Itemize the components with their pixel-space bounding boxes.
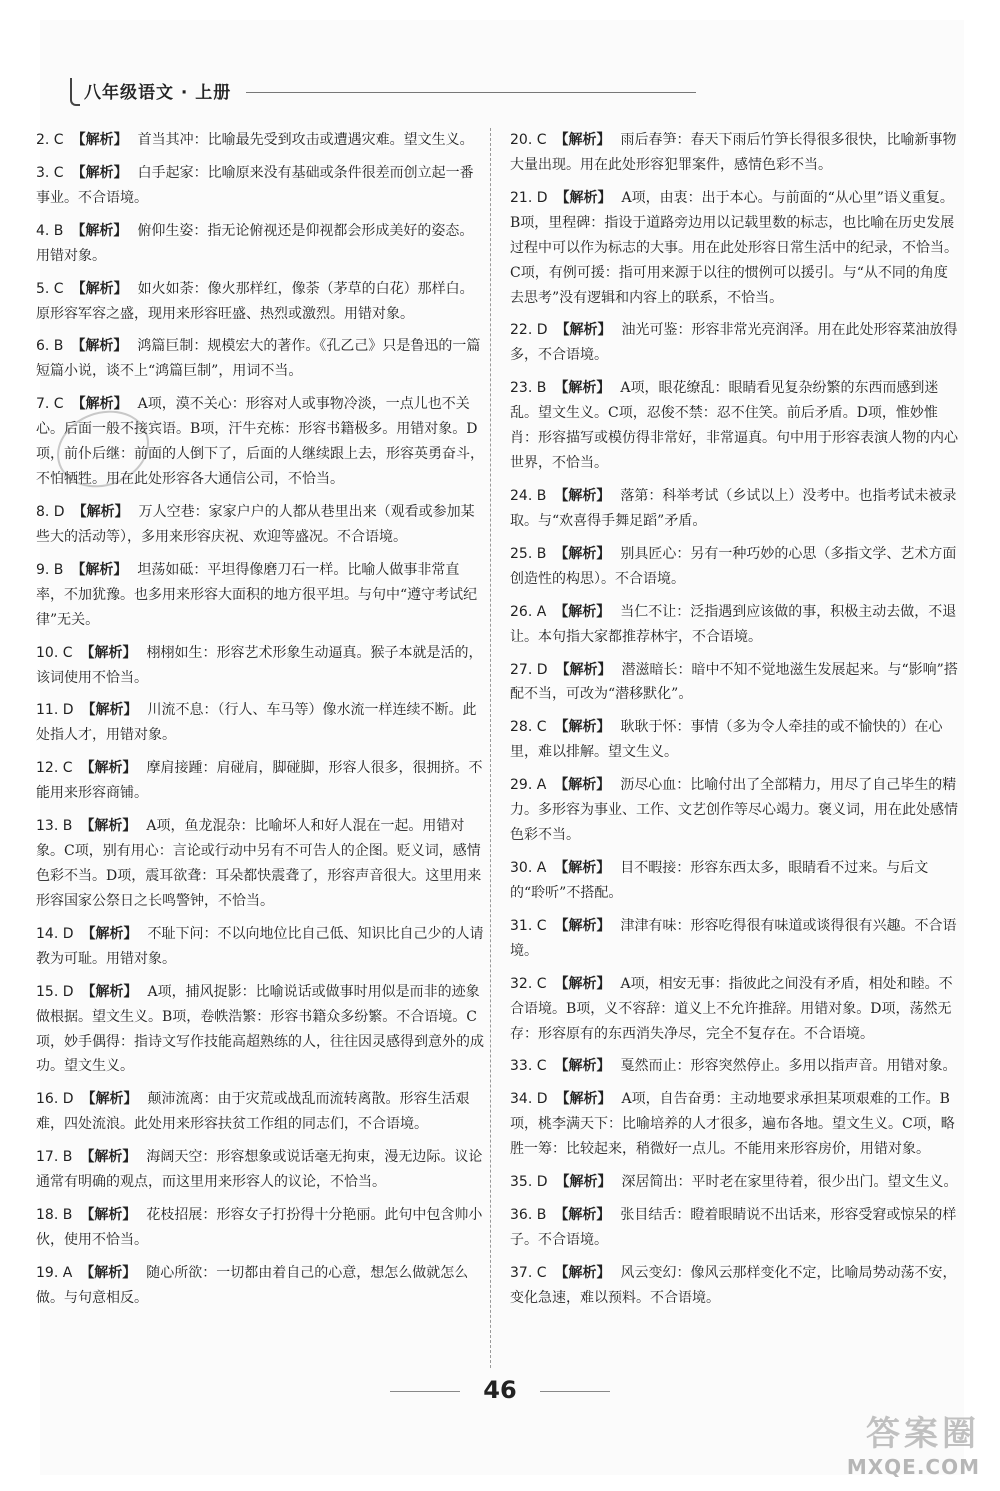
- analysis-tag: 【解析】: [80, 644, 137, 661]
- page-header: [70, 78, 630, 104]
- answer-text: 随心所欲：一切都由着自己的心意，想怎么做就怎么做。与句意相反。: [36, 1264, 469, 1306]
- answer-number: 35. D: [510, 1174, 548, 1191]
- analysis-tag: 【解析】: [555, 189, 612, 206]
- answer-text: 万人空巷：家家户户的人都从巷里出来（观看或参加某些大的活动等），多用来形容庆祝、欢迎等盛况。不合语境。: [36, 503, 475, 545]
- answer-item: [36, 277, 486, 327]
- answer-item: [36, 500, 486, 550]
- answer-item: [510, 972, 960, 1047]
- answer-item: [510, 914, 960, 964]
- answer-item: [36, 922, 486, 972]
- analysis-tag: 【解析】: [555, 1091, 612, 1108]
- answer-text: A项，由衷：出于本心。与前面的“从心里”语义重复。B项，里程碑：指设于道路旁边用以记载里数的标志，也比喻在历史发展过程中可以作为标志的大事。用在此处形容日常生活中的纪录，不恰当。C项，有例可援：指可用来源于以往的惯例可以援引。与“从不同的角度去思考”没有逻辑和内容上的联系，不恰当。: [510, 189, 958, 306]
- analysis-tag: 【解析】: [554, 603, 611, 620]
- answer-text: 坦荡如砥：平坦得像磨刀石一样。比喻人做事非常直率，不加犹豫。也多用来形容大面积的地方很平坦。与句中“遵守考试纪律”无关。: [36, 561, 478, 628]
- analysis-tag: 【解析】: [81, 702, 138, 719]
- analysis-tag: 【解析】: [71, 338, 128, 355]
- analysis-tag: 【解析】: [72, 503, 129, 520]
- answer-text: 沥尽心血：比喻付出了全部精力，用尽了自己毕生的精力。多形容为事业、工作、文艺创作等尽心竭力。褒义词，用在此处感情色彩不当。: [510, 777, 958, 844]
- answer-number: 29. A: [510, 777, 547, 794]
- answer-number: 22. D: [510, 322, 548, 339]
- answer-column-right: [510, 128, 960, 1319]
- answer-number: 36. B: [510, 1207, 547, 1224]
- answer-number: 30. A: [510, 859, 547, 876]
- answer-item: [510, 715, 960, 765]
- analysis-tag: 【解析】: [554, 975, 611, 992]
- answer-text: 颠沛流离：由于灾荒或战乱而流转离散。形容生活艰难，四处流浪。此处用来形容扶贫工作组的同志们，不合语境。: [36, 1091, 470, 1133]
- answer-item: [36, 392, 486, 492]
- page-footer: [390, 1376, 610, 1406]
- answer-text: 落第：科举考试（乡试以上）没考中。也指考试未被录取。与“欢喜得手舞足蹈”矛盾。: [510, 487, 957, 529]
- answer-text: 不耻下问：不以向地位比自己低、知识比自己少的人请教为可耻。用错对象。: [36, 925, 484, 967]
- answer-item: [510, 128, 960, 178]
- watermark-line2: MXQE.COM: [846, 1455, 980, 1479]
- answer-item: [510, 1170, 960, 1195]
- analysis-tag: 【解析】: [555, 661, 612, 678]
- answer-text: 别具匠心：另有一种巧妙的心思（多指文学、艺术方面创造性的构思）。不合语境。: [510, 545, 957, 587]
- analysis-tag: 【解析】: [81, 983, 138, 1000]
- analysis-tag: 【解析】: [71, 280, 128, 297]
- answer-number: 14. D: [36, 925, 74, 942]
- analysis-tag: 【解析】: [554, 1207, 611, 1224]
- watermark-line1: 答案圈: [866, 1414, 980, 1454]
- answer-item: [510, 318, 960, 368]
- analysis-tag: 【解析】: [554, 1264, 611, 1281]
- answer-number: 12. C: [36, 760, 73, 777]
- answer-item: [510, 856, 960, 906]
- answer-text: 目不暇接：形容东西太多，眼睛看不过来。与后文的“聆听”不搭配。: [510, 859, 929, 901]
- answer-text: 油光可鉴：形容非常光亮润泽。用在此处形容菜油放得多，不合语境。: [510, 322, 958, 364]
- answer-number: 17. B: [36, 1149, 73, 1166]
- answer-text: 津津有味：形容吃得很有味道或谈得很有兴趣。不合语境。: [510, 917, 957, 959]
- answer-item: [510, 542, 960, 592]
- answer-number: 26. A: [510, 603, 547, 620]
- answer-number: 16. D: [36, 1091, 74, 1108]
- analysis-tag: 【解析】: [555, 1174, 612, 1191]
- answer-text: 摩肩接踵：肩碰肩，脚碰脚，形容人很多，很拥挤。不能用来形容商铺。: [36, 760, 483, 802]
- answer-item: [36, 1203, 486, 1253]
- analysis-tag: 【解析】: [80, 1207, 137, 1224]
- answer-number: 13. B: [36, 818, 73, 835]
- answer-number: 9. B: [36, 561, 64, 578]
- answer-number: 11. D: [36, 702, 74, 719]
- answer-item: [510, 1087, 960, 1162]
- analysis-tag: 【解析】: [554, 777, 611, 794]
- answer-number: 25. B: [510, 545, 547, 562]
- answer-number: 7. C: [36, 396, 64, 413]
- answer-item: [36, 756, 486, 806]
- answer-item: [36, 1087, 486, 1137]
- analysis-tag: 【解析】: [80, 818, 137, 835]
- answer-item: [510, 773, 960, 848]
- answer-text: 首当其冲：比喻最先受到攻击或遭遇灾难。望文生义。: [137, 132, 474, 148]
- answer-item: [510, 658, 960, 708]
- answer-text: 风云变幻：像风云那样变化不定，比喻局势动荡不安，变化急速，难以预料。不合语境。: [510, 1264, 957, 1306]
- answer-text: 如火如荼：像火那样红，像荼（茅草的白花）那样白。原形容军容之盛，现用来形容旺盛、热烈或激烈。用错对象。: [36, 280, 474, 322]
- analysis-tag: 【解析】: [80, 1264, 137, 1281]
- answer-number: 32. C: [510, 975, 547, 992]
- answer-item: [36, 641, 486, 691]
- answer-text: A项，鱼龙混杂：比喻坏人和好人混在一起。用错对象。C项，别有用心：言论或行动中另有不可告人的企图。贬义词，感情色彩不当。D项，震耳欲聋：耳朵都快震聋了，形容声音很大。这里用来形容国家公祭日之长鸣警钟，不恰当。: [36, 818, 482, 909]
- answer-number: 28. C: [510, 719, 547, 736]
- answer-text: 俯仰生姿：指无论俯视还是仰视都会形成美好的姿态。用错对象。: [36, 222, 474, 264]
- answer-text: 当仁不让：泛指遇到应该做的事，积极主动去做，不退让。本句指大家都推荐林宇，不合语境。: [510, 603, 957, 645]
- answer-text: 耿耿于怀：事情（多为令人牵挂的或不愉快的）在心里，难以排解。望文生义。: [510, 719, 943, 761]
- analysis-tag: 【解析】: [71, 396, 128, 413]
- answer-text: 深居简出：平时老在家里待着，很少出门。望文生义。: [621, 1174, 958, 1191]
- answer-item: [36, 558, 486, 633]
- answer-item: [510, 376, 960, 476]
- answer-text: A项，眼花缭乱：眼睛看见复杂纷繁的东西而感到迷乱。望文生义。C项，忍俊不禁：忍不住笑。前后矛盾。D项，惟妙惟肖：形容描写或模仿得非常好，非常逼真。句中用于形容表演人物的内心世界，不恰当。: [510, 380, 958, 472]
- answer-item: [36, 128, 486, 153]
- analysis-tag: 【解析】: [554, 1058, 611, 1075]
- answer-text: 鸿篇巨制：规模宏大的著作。《孔乙己》只是鲁迅的一篇短篇小说，谈不上“鸿篇巨制”，用词不当。: [36, 338, 481, 380]
- answer-item: [510, 186, 960, 311]
- answer-number: 8. D: [36, 503, 65, 520]
- answer-text: 戛然而止：形容突然停止。多用以指声音。用错对象。: [620, 1058, 957, 1075]
- answer-number: 5. C: [36, 280, 64, 297]
- answer-number: 15. D: [36, 983, 74, 1000]
- answer-text: 川流不息：（行人、车马等）像水流一样连续不断。此处指人才，用错对象。: [36, 702, 477, 744]
- answer-number: 20. C: [510, 132, 547, 148]
- analysis-tag: 【解析】: [554, 859, 611, 876]
- answer-text: A项，漠不关心：形容对人或事物冷淡，一点儿也不关心。后面一般不接宾语。B项，汗牛充栋：形容书籍极多。用错对象。D项，前仆后继：前面的人倒下了，后面的人继续跟上去，形容英勇奋斗，不怕牺牲。用在此处形容各大通信公司，不恰当。: [36, 396, 484, 488]
- answer-number: 3. C: [36, 164, 64, 181]
- answer-item: [510, 1261, 960, 1311]
- analysis-tag: 【解析】: [554, 719, 611, 736]
- answer-text: 栩栩如生：形容艺术形象生动逼真。猴子本就是活的，该词使用不恰当。: [36, 644, 483, 686]
- header-bracket: [70, 78, 80, 106]
- answer-number: 10. C: [36, 644, 73, 661]
- analysis-tag: 【解析】: [81, 925, 138, 942]
- analysis-tag: 【解析】: [71, 132, 128, 148]
- answer-text: 海阔天空：形容想象或说话毫无拘束，漫无边际。议论通常有明确的观点，而这里用来形容人的议论，不恰当。: [36, 1149, 483, 1191]
- answer-number: 37. C: [510, 1264, 547, 1281]
- answer-item: [36, 161, 486, 211]
- answer-item: [36, 698, 486, 748]
- answer-item: [36, 334, 486, 384]
- answer-item: [36, 980, 486, 1080]
- answer-number: 18. B: [36, 1207, 73, 1224]
- analysis-tag: 【解析】: [554, 380, 611, 397]
- answer-item: [510, 1203, 960, 1253]
- answer-number: 23. B: [510, 380, 547, 397]
- answer-text: 潜滋暗长：暗中不知不觉地滋生发展起来。与“影响”搭配不当，可改为“潜移默化”。: [510, 661, 958, 703]
- analysis-tag: 【解析】: [80, 760, 137, 777]
- answer-item: [510, 1054, 960, 1079]
- analysis-tag: 【解析】: [80, 1149, 137, 1166]
- analysis-tag: 【解析】: [81, 1091, 138, 1108]
- analysis-tag: 【解析】: [71, 164, 128, 181]
- answer-number: 24. B: [510, 487, 547, 504]
- answer-text: A项，自告奋勇：主动地要求承担某项艰难的工作。B项，桃李满天下：比喻培养的人才很多，遍布各地。望文生义。C项，略胜一筹：比较起来，稍微好一点儿。不能用来形容房价，用错对象。: [510, 1091, 955, 1158]
- analysis-tag: 【解析】: [555, 322, 612, 339]
- analysis-tag: 【解析】: [554, 487, 611, 504]
- analysis-tag: 【解析】: [71, 561, 128, 578]
- answer-item: [36, 1145, 486, 1195]
- answer-text: 张目结舌：瞪着眼睛说不出话来，形容受窘或惊呆的样子。不合语境。: [510, 1207, 957, 1248]
- footer-line-right: [540, 1391, 610, 1392]
- page-number: 46: [483, 1376, 517, 1404]
- answer-number: 2. C: [36, 132, 64, 148]
- answer-number: 6. B: [36, 338, 64, 355]
- analysis-tag: 【解析】: [554, 917, 611, 934]
- answer-item: [36, 219, 486, 269]
- analysis-tag: 【解析】: [554, 132, 611, 148]
- answer-number: 4. B: [36, 222, 64, 239]
- answer-text: 雨后春笋：春天下雨后竹笋长得很多很快，比喻新事物大量出现。用在此处形容犯罪案件，感情色彩不当。: [510, 132, 957, 173]
- answer-number: 21. D: [510, 189, 548, 206]
- header-title: 八年级语文 · 上册: [84, 83, 232, 103]
- answer-number: 19. A: [36, 1264, 73, 1281]
- answer-text: A项，相安无事：指彼此之间没有矛盾，相处和睦。不合语境。B项，义不容辞：道义上不允许推辞。用错对象。D项，荡然无存：形容原有的东西消失净尽，完全不复存在。不合语境。: [510, 975, 953, 1042]
- answer-text: 白手起家：比喻原来没有基础或条件很差而创立起一番事业。不合语境。: [36, 164, 474, 206]
- answer-column-left: [36, 128, 486, 1319]
- analysis-tag: 【解析】: [554, 545, 611, 562]
- watermark-logo: [847, 1406, 980, 1479]
- answer-number: 33. C: [510, 1058, 547, 1075]
- header-rule: [246, 92, 696, 93]
- answer-number: 34. D: [510, 1091, 548, 1108]
- answer-item: [510, 600, 960, 650]
- answer-item: [36, 1261, 486, 1311]
- analysis-tag: 【解析】: [71, 222, 128, 239]
- answer-item: [510, 484, 960, 534]
- answer-item: [36, 814, 486, 914]
- answer-text: A项，捕风捉影：比喻说话或做事时用似是而非的迹象做根据。望文生义。B项，卷帙浩繁：形容书籍众多纷繁。不合语境。C项，妙手偶得：指诗文写作技能高超熟练的人，往往因灵感得到意外的成功。望文生义。: [36, 983, 484, 1075]
- column-divider: [490, 128, 491, 1368]
- answer-text: 花枝招展：形容女子打扮得十分艳丽。此句中包含帅小伙，使用不恰当。: [36, 1207, 483, 1248]
- answer-number: 31. C: [510, 917, 547, 934]
- answer-number: 27. D: [510, 661, 548, 678]
